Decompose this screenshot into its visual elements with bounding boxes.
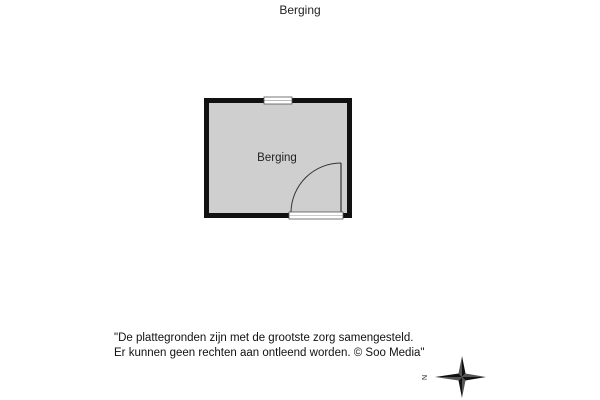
page-title: Berging [279, 3, 321, 17]
room-label-berging: Berging [257, 152, 297, 164]
compass-north-label: N [422, 374, 429, 380]
compass-rose-icon [418, 352, 490, 398]
disclaimer [114, 331, 425, 360]
disclaimer-line-1: "De plattegronden zijn met de grootste zorg samengesteld. [114, 332, 414, 344]
window-top [264, 97, 292, 104]
disclaimer-line-2: Er kunnen geen rechten aan ontleend worden. © Soo Media" [114, 346, 425, 359]
